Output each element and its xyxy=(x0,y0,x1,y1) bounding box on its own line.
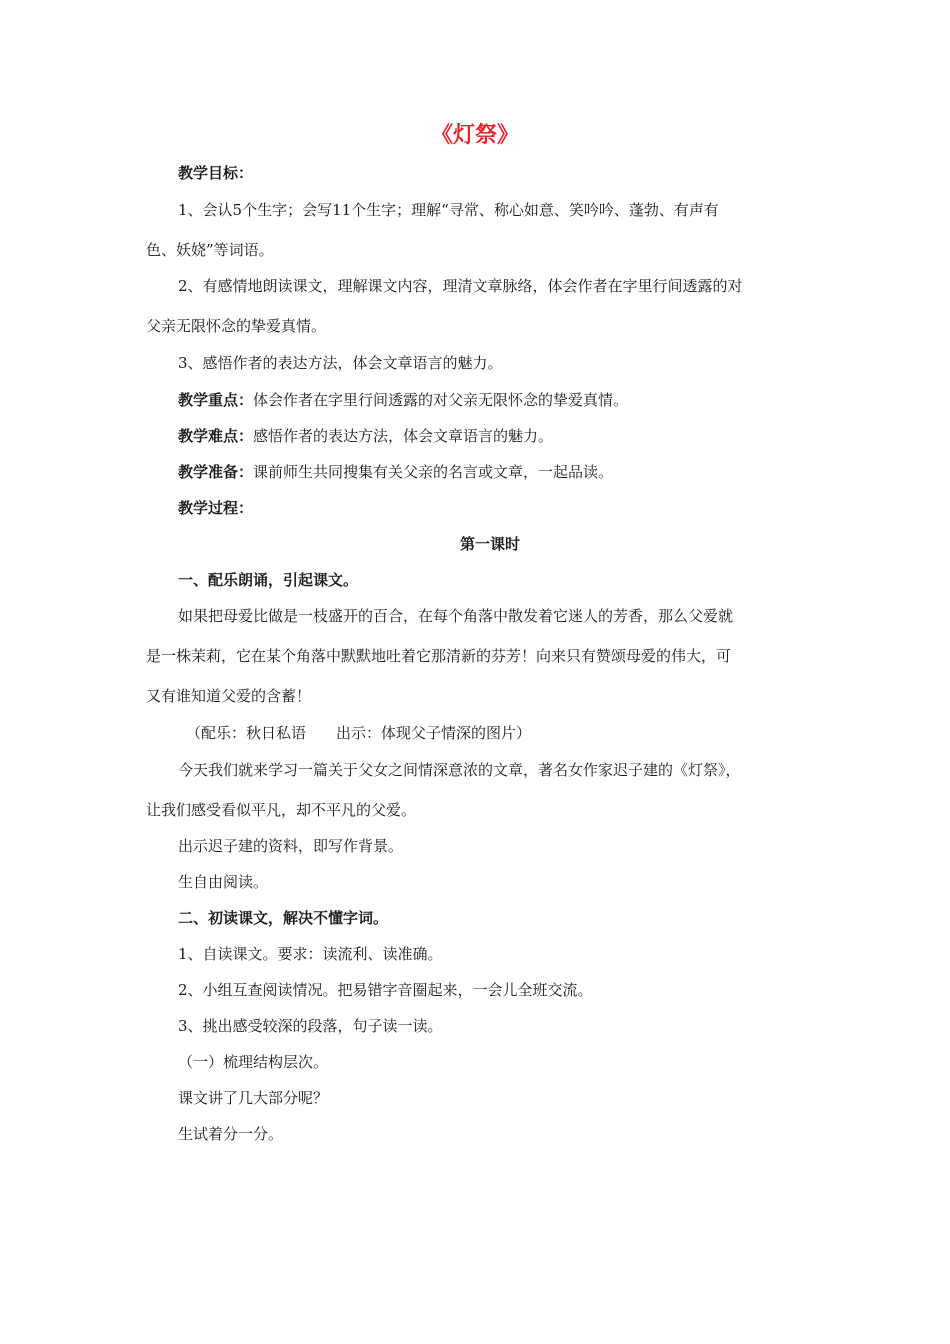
music-note: （配乐：秋日私语 出示：体现父子情深的图片） xyxy=(186,724,532,742)
lesson-heading: 第一课时 xyxy=(459,535,520,553)
paragraph-4: 生自由阅读。 xyxy=(178,873,269,891)
key-point xyxy=(178,390,628,410)
objective-1-line-1: 1、会认5个生字；会写11个生字；理解“寻常、称心如意、笑吟吟、蓬勃、有声有 xyxy=(178,201,719,219)
preparation-text: 课前师生共同搜集有关父亲的名言或文章，一起品读。 xyxy=(253,463,614,481)
difficulty xyxy=(178,426,553,446)
difficulty-label: 教学难点： xyxy=(178,427,254,445)
objective-2-line-2: 父亲无限怀念的挚爱真情。 xyxy=(146,317,327,335)
step-3: 3、挑出感受较深的段落，句子读一读。 xyxy=(178,1017,443,1035)
answer-line: 生试着分一分。 xyxy=(178,1125,284,1143)
paragraph-2-line-2: 让我们感受看似平凡，却不平凡的父爱。 xyxy=(146,801,417,819)
preparation xyxy=(178,462,613,482)
section-2-heading: 二、初读课文，解决不懂字词。 xyxy=(178,909,389,927)
paragraph-1-line-3: 又有谁知道父爱的含蓄！ xyxy=(146,687,312,705)
process-heading: 教学过程： xyxy=(178,499,254,517)
objective-2-line-1: 2、有感情地朗读课文，理解课文内容，理清文章脉络，体会作者在字里行间透露的对 xyxy=(178,277,743,295)
paragraph-1-line-1: 如果把母爱比做是一枝盛开的百合，在每个角落中散发着它迷人的芳香，那么父爱就 xyxy=(178,607,734,625)
key-point-text: 体会作者在字里行间透露的对父亲无限怀念的挚爱真情。 xyxy=(253,391,629,409)
difficulty-text: 感悟作者的表达方法，体会文章语言的魅力。 xyxy=(253,427,554,445)
objective-3: 3、感悟作者的表达方法，体会文章语言的魅力。 xyxy=(178,354,503,372)
paragraph-3: 出示迟子建的资料，即写作背景。 xyxy=(178,837,404,855)
objective-1-line-2: 色、妖娆”等词语。 xyxy=(146,241,274,259)
paragraph-2-line-1: 今天我们就来学习一篇关于父女之间情深意浓的文章，著名女作家迟子建的《灯祭》， xyxy=(178,761,741,779)
subsection-1: （一）梳理结构层次。 xyxy=(178,1053,329,1071)
step-2: 2、小组互查阅读情况。把易错字音圈起来，一会儿全班交流。 xyxy=(178,981,593,999)
question-line: 课文讲了几大部分呢？ xyxy=(178,1089,329,1107)
preparation-label: 教学准备： xyxy=(178,463,254,481)
key-point-label: 教学重点： xyxy=(178,391,254,409)
section-1-heading: 一、配乐朗诵，引起课文。 xyxy=(178,571,359,589)
objectives-heading: 教学目标： xyxy=(178,164,254,182)
document-title: 《灯祭》 xyxy=(430,123,519,148)
step-1: 1、自读课文。要求：读流利、读准确。 xyxy=(178,945,443,963)
paragraph-1-line-2: 是一株茉莉，它在某个角落中默默地吐着它那清新的芬芳！向来只有赞颂母爱的伟大，可 xyxy=(146,647,732,665)
